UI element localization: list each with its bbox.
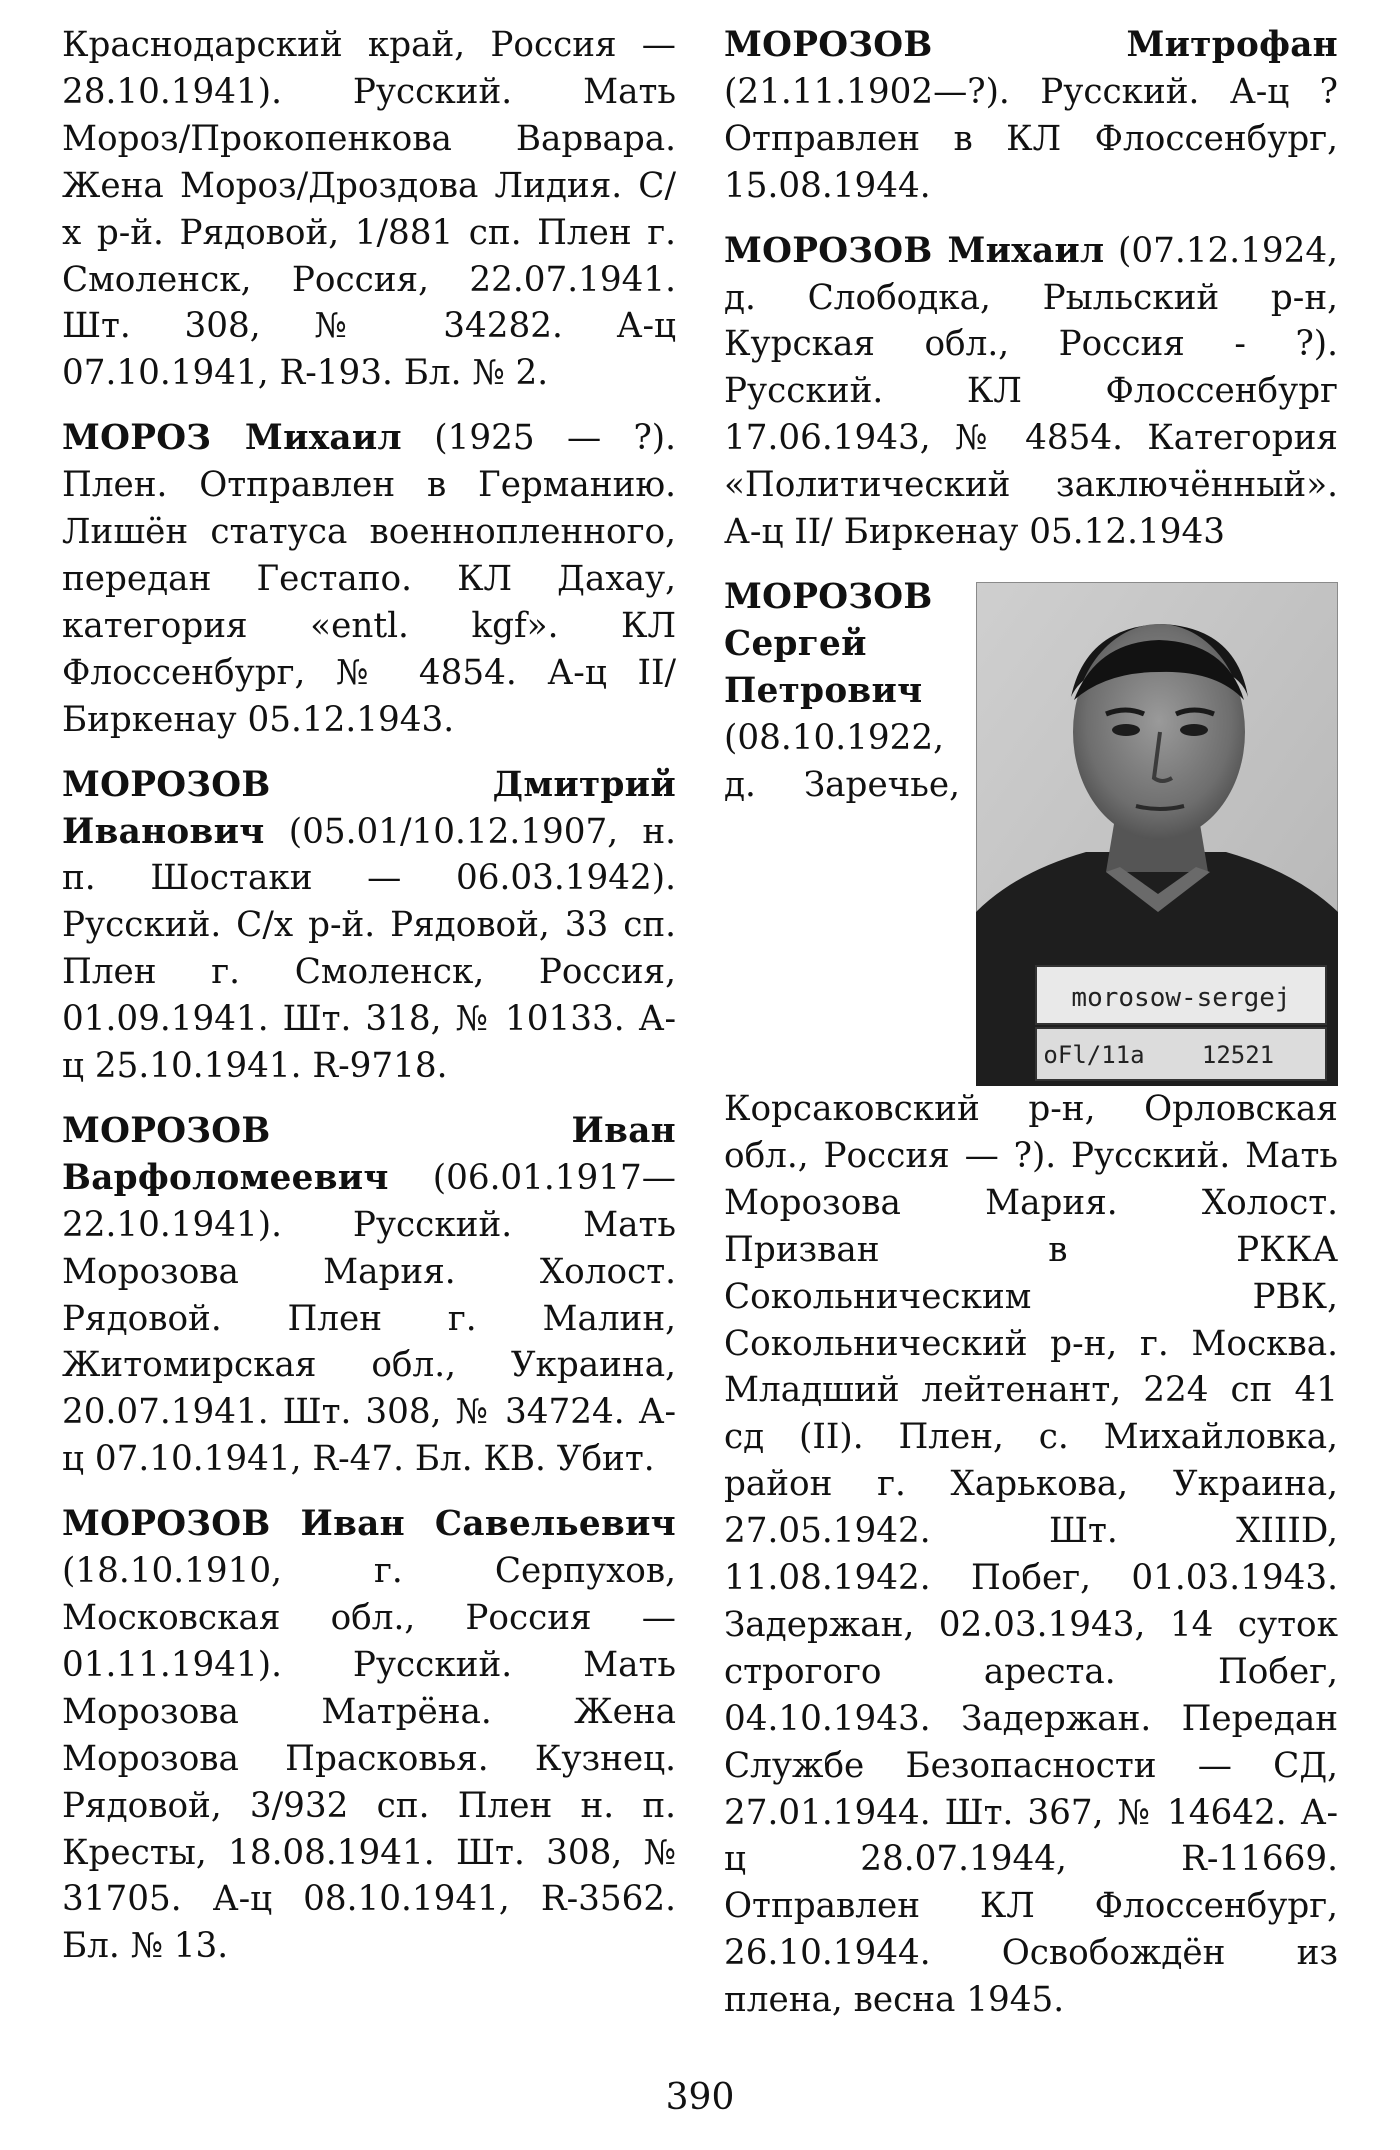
page-number: 390 — [665, 2077, 735, 2118]
entry-name: МОРОЗ Михаил — [62, 418, 402, 459]
entry-morozov-ivan-varfolomeevich — [62, 1108, 676, 1483]
sign-number-text: 12521 — [1201, 1040, 1275, 1069]
portrait-photo-icon — [976, 582, 1338, 1086]
entry-text: (18.10.1910, г. Серпухов, Московская обл., Россия — 01.11.1941). Русский. Мать Морозова Матрёна. Жена Морозова Прасковья. Кузнец. Рядовой, 3/932 сп. Плен н. п. Кресты, 18.08.1941. Шт. 308, № 31705. А-ц 08.10.1941, R-3562. Бл. № 13. — [62, 1551, 676, 1967]
entry-name: МОРОЗОВ Сергей Петрович — [724, 576, 933, 711]
entry-name: МОРОЗОВ Митрофан — [724, 25, 1338, 65]
entry-morozov-mikhail — [724, 228, 1338, 556]
entry-morozov-mitrofan — [724, 22, 1338, 210]
entry-name: МОРОЗОВ Дмитрий Иванович — [62, 764, 676, 852]
entry-morozov-dmitriy — [62, 762, 676, 1090]
entry-text: (05.01/10.12.1907, н. п. Шостаки — 06.03.1942). Русский. С/х р-й. Рядовой, 33 сп. Плен г. Смоленск, Россия, 01.09.1941. Шт. 318, № 10133. А-ц 25.10.1941. R-9718. — [62, 811, 676, 1087]
entry-name: МОРОЗОВ Иван Савельевич — [62, 1504, 676, 1545]
sign-name-text: morosow-sergej — [1071, 982, 1291, 1013]
entry-morozov-ivan-savelevich — [62, 1501, 676, 1970]
entry-name: МОРОЗОВ Михаил — [724, 230, 1105, 271]
entry-text: (08.10.1922, д. Заречье, Корсаковский р-н, Орловская обл., Россия — ?). Русский. Мать Морозова Мария. Холост. Призван в РККА Сокольническим РВК, Сокольнический р-н, г. Москва. Младший лейтенант, 224 сп 41 сд (II). Плен, с. Михайловка, район г. Харькова, Украина, 27.05.1942. Шт. XIIID, 11.08.1942. Побег, 01.03.1943. Задержан, 02.03.1943, 14 суток строгого ареста. Побег, 04.10.1943. Задержан. Передан Службе Безопасности — СД, 27.01.1944. Шт. 367, № 14642. А-ц 28.07.1944, R-11669. Отправлен КЛ Флоссенбург, 26.10.1944. Освобождён из плена, весна 1945. — [724, 717, 1338, 2021]
entry-text: (21.11.1902—?). Русский. А-ц ? Отправлен в КЛ Флоссенбург, 15.08.1944. — [724, 71, 1338, 206]
entry-text: (07.12.1924, д. Слободка, Рыльский р-н, Курская обл., Россия - ?). Русский. КЛ Флоссенбург 17.06.1943, № 4854. Категория «Политический заключённый». А-ц II/ Биркенау 05.12.1943 — [724, 230, 1338, 553]
left-column — [62, 22, 676, 1988]
entry-moroz-mikhail — [62, 415, 676, 743]
sign-code-text: oFl/11a — [1043, 1040, 1145, 1069]
entry-morozov-sergey — [724, 574, 1338, 2024]
entry-text: (1925 — ?). Плен. Отправлен в Германию. Лишён статуса военнопленного, передан Гестапо. КЛ Дахау, категория «entl. kgf». КЛ Флоссенбург, № 4854. А-ц II/ Биркенау 05.12.1943. — [62, 418, 676, 740]
entry-text: (06.01.1917—22.10.1941). Русский. Мать Морозова Мария. Холост. Рядовой. Плен г. Малин, Житомирская обл., Украина, 20.07.1941. Шт. 308, № 34724. А-ц 07.10.1941, R-47. Бл. КВ. Убит. — [62, 1157, 676, 1480]
entry-name: МОРОЗОВ Иван Варфоломеевич — [62, 1110, 676, 1198]
entry-text: Краснодарский край, Россия — 28.10.1941). Русский. Мать Мороз/Прокопенкова Варвара. Жена Мороз/Дроздова Лидия. С/х р-й. Рядовой, 1/881 сп. Плен г. Смоленск, Россия, 22.07.1941. Шт. 308, № 34282. А-ц 07.10.1941, R-193. Бл. № 2. — [62, 25, 676, 394]
entry-continuation — [62, 22, 676, 397]
prisoner-photo — [976, 574, 1338, 1086]
right-column — [724, 22, 1338, 2042]
